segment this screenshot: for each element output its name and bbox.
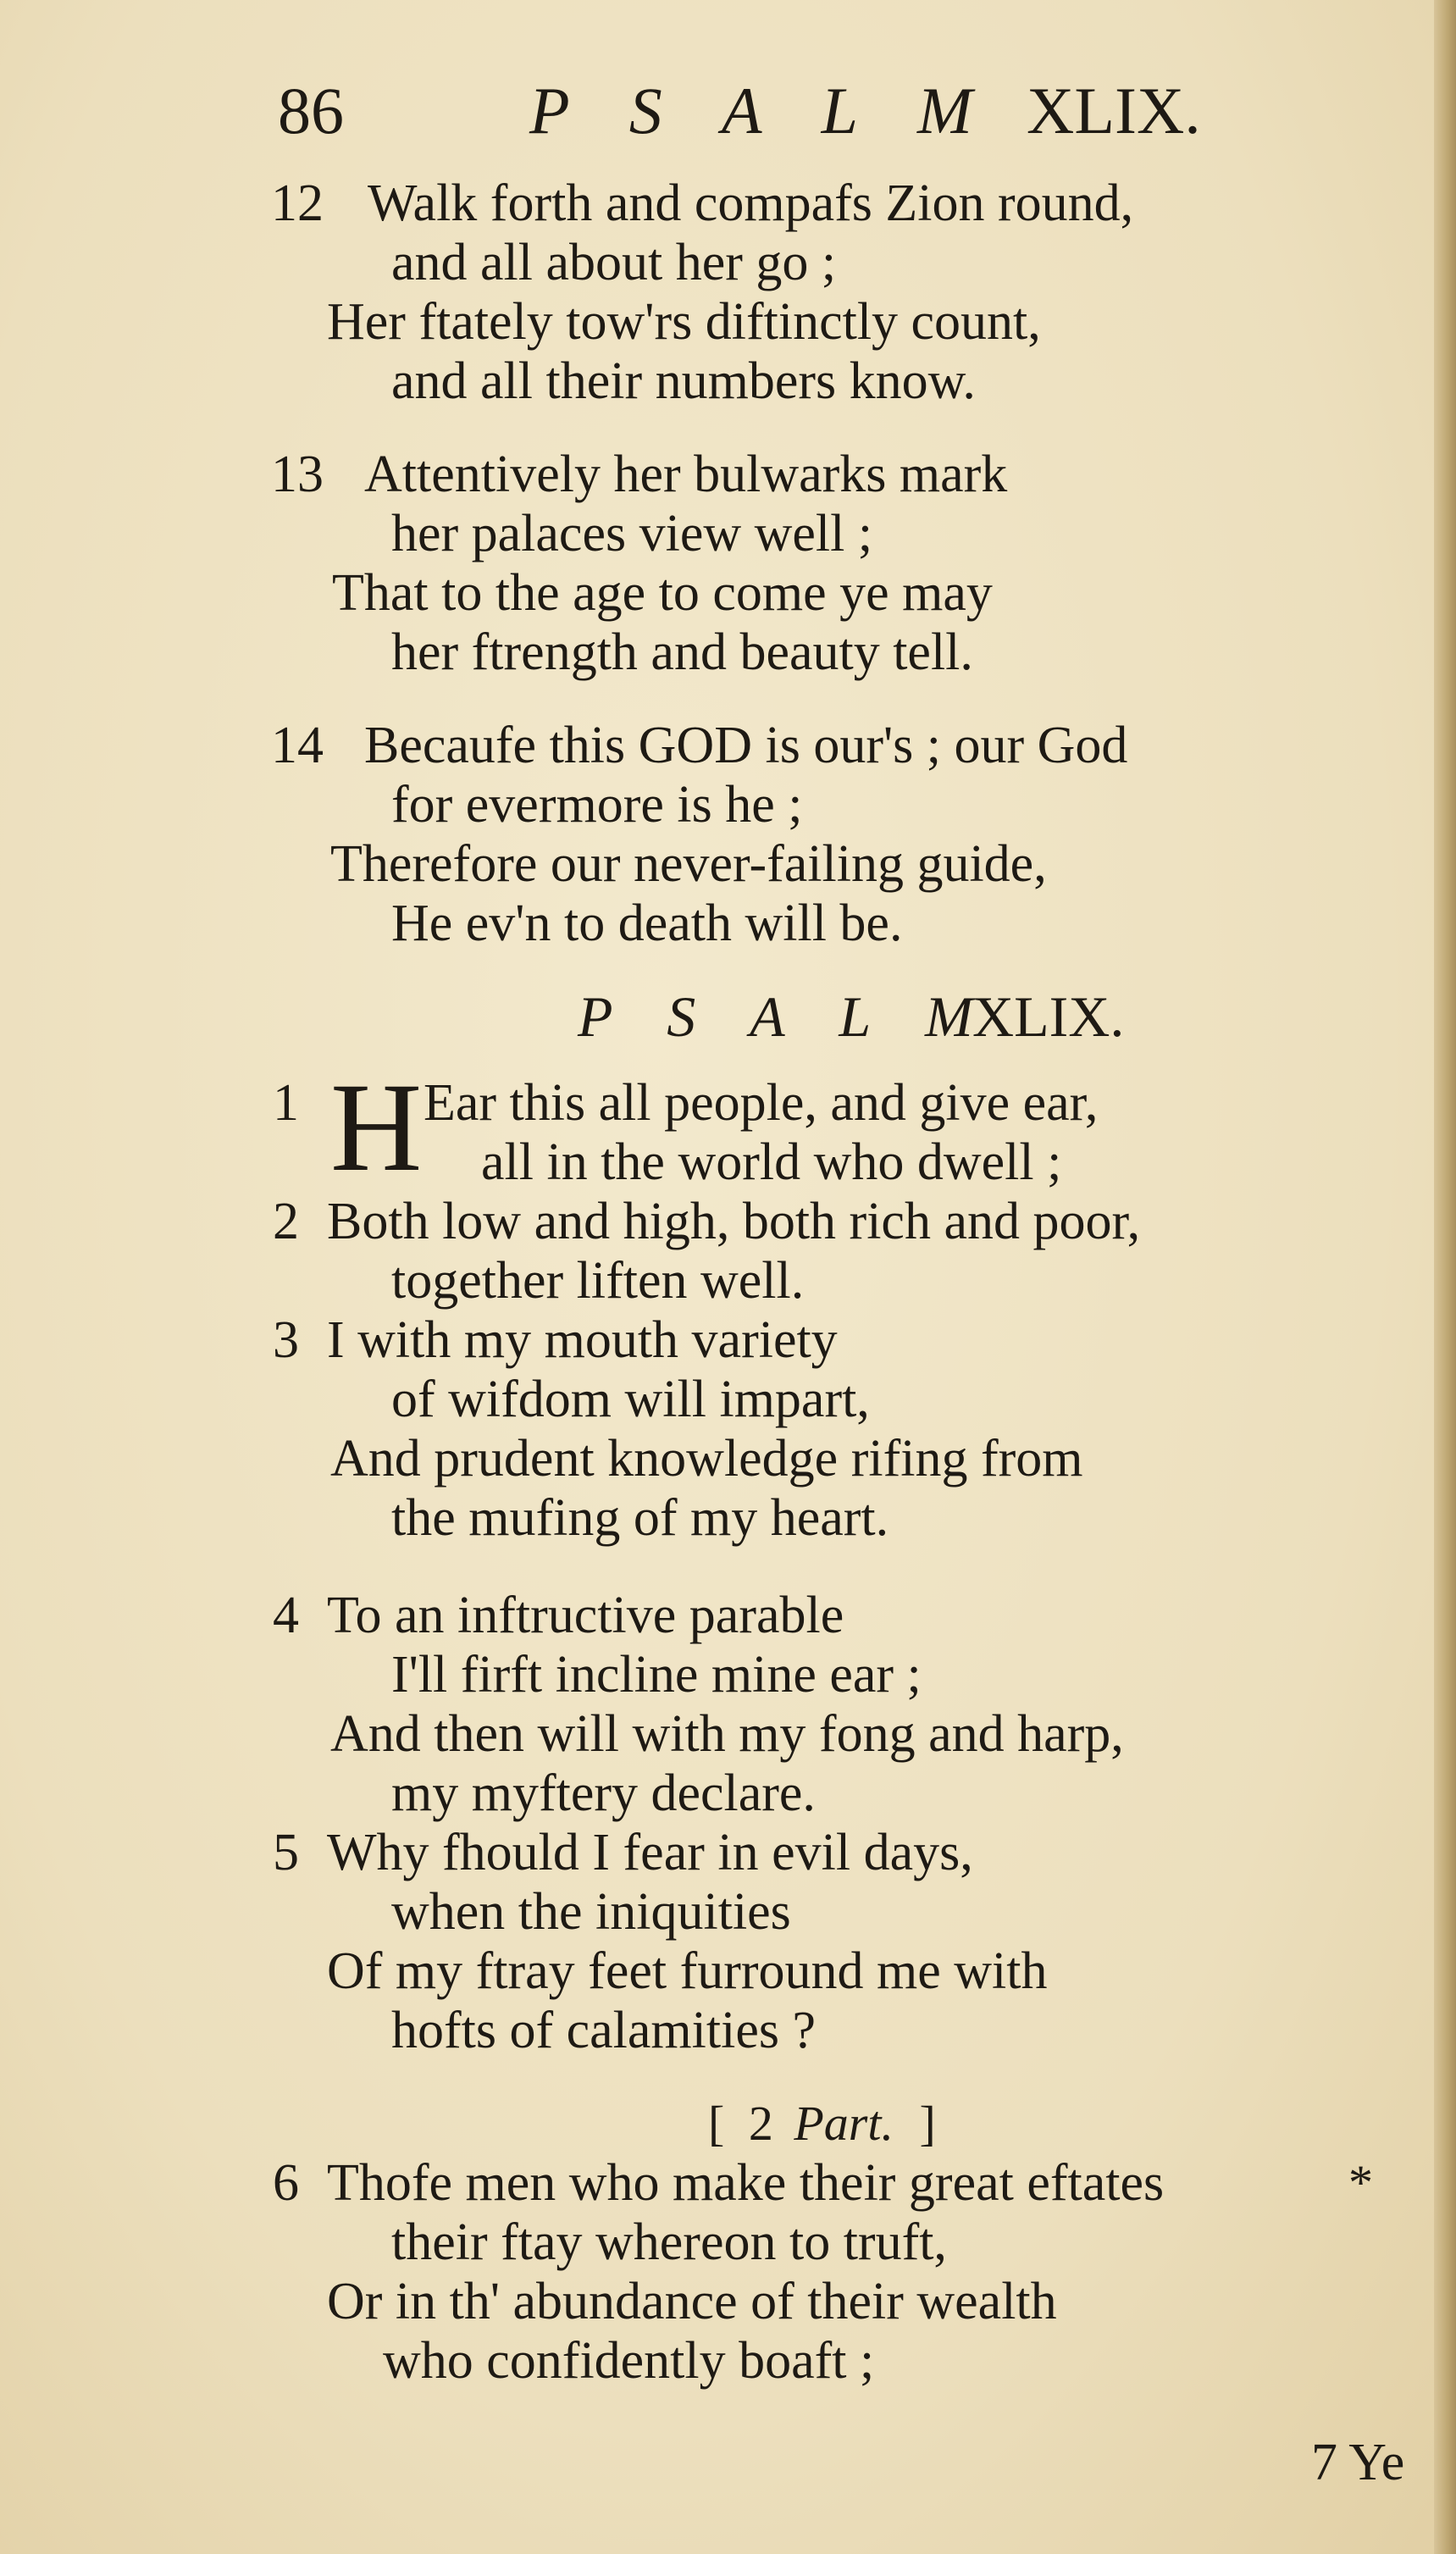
part-word: Part. (794, 2096, 894, 2151)
verse-line: That to the age to come ye may (332, 564, 993, 622)
verse-line: together liften well. (391, 1252, 805, 1310)
verse-line: of wifdom will impart, (391, 1371, 870, 1428)
verse-line: her ftrength and beauty tell. (391, 623, 973, 681)
verse-line: Walk forth and compafs Zion round, (368, 175, 1134, 232)
verse-line: Thofe men who make their great eftates (327, 2154, 1165, 2212)
verse-line: my myftery declare. (391, 1765, 816, 1822)
verse-number: 2 (273, 1193, 299, 1250)
verse-line: Ear this all people, and give ear, (424, 1074, 1099, 1132)
verse-line: Attentively her bulwarks mark (364, 446, 1008, 503)
verse-line: and all about her go ; (391, 234, 837, 291)
verse-line: I'll firft incline mine ear ; (391, 1646, 922, 1704)
catchword: 7 Ye (1311, 2434, 1405, 2491)
verse-line: and all their numbers know. (391, 352, 976, 410)
verse-line: Or in th' abundance of their wealth (327, 2273, 1057, 2330)
verse-line: I with my mouth variety (327, 1311, 838, 1369)
verse-line: Both low and high, both rich and poor, (327, 1193, 1141, 1250)
verse-number: 6 (273, 2154, 299, 2212)
verse-line: Why fhould I fear in evil days, (327, 1824, 973, 1881)
part-label (708, 2094, 936, 2153)
verse-number: 13 (271, 446, 324, 503)
verse-line: He ev'n to death will be. (391, 895, 903, 952)
running-psalm-number: XLIX. (1027, 74, 1201, 147)
verse-line: Becaufe this GOD is our's ; our God (364, 717, 1128, 774)
verse-line: Of my ftray feet furround me with (327, 1942, 1048, 2000)
verse-line: the mufing of my heart. (391, 1489, 889, 1547)
verse-line: her palaces view well ; (391, 505, 873, 562)
verse-line: for evermore is he ; (391, 776, 803, 834)
verse-number: 14 (271, 717, 324, 774)
part-number: 2 (748, 2096, 773, 2151)
verse-line: Therefore our never-failing guide, (330, 835, 1047, 893)
page-edge (1434, 0, 1456, 2554)
verse-line: To an inftructive parable (327, 1587, 844, 1644)
verse-line: who confidently boaft ; (383, 2332, 875, 2390)
psalm-title: P S A L M (578, 984, 994, 1049)
verse-line: when the iniquities (391, 1883, 791, 1941)
verse-number: 5 (273, 1824, 299, 1881)
verse-line: And prudent knowledge rifing from (330, 1430, 1083, 1488)
verse-line: And then will with my fong and harp, (330, 1705, 1124, 1763)
drop-cap: H (330, 1057, 423, 1198)
running-title: P S A L M (529, 74, 995, 147)
footnote-mark: * (1348, 2155, 1373, 2210)
verse-number: 3 (273, 1311, 299, 1369)
psalm-title-number: XLIX. (972, 984, 1125, 1049)
page-number: 86 (278, 74, 344, 147)
part-bracket-close: ] (919, 2096, 936, 2151)
verse-number: 4 (273, 1587, 299, 1644)
part-bracket-open: [ (708, 2096, 725, 2151)
verse-line: hofts of calamities ? (391, 2002, 816, 2059)
verse-number: 1 (273, 1074, 299, 1132)
verse-line: all in the world who dwell ; (481, 1133, 1062, 1191)
verse-line: their ftay whereon to truft, (391, 2213, 947, 2271)
verse-number: 12 (271, 175, 324, 232)
verse-line: Her ftately tow'rs diftinctly count, (327, 293, 1041, 351)
